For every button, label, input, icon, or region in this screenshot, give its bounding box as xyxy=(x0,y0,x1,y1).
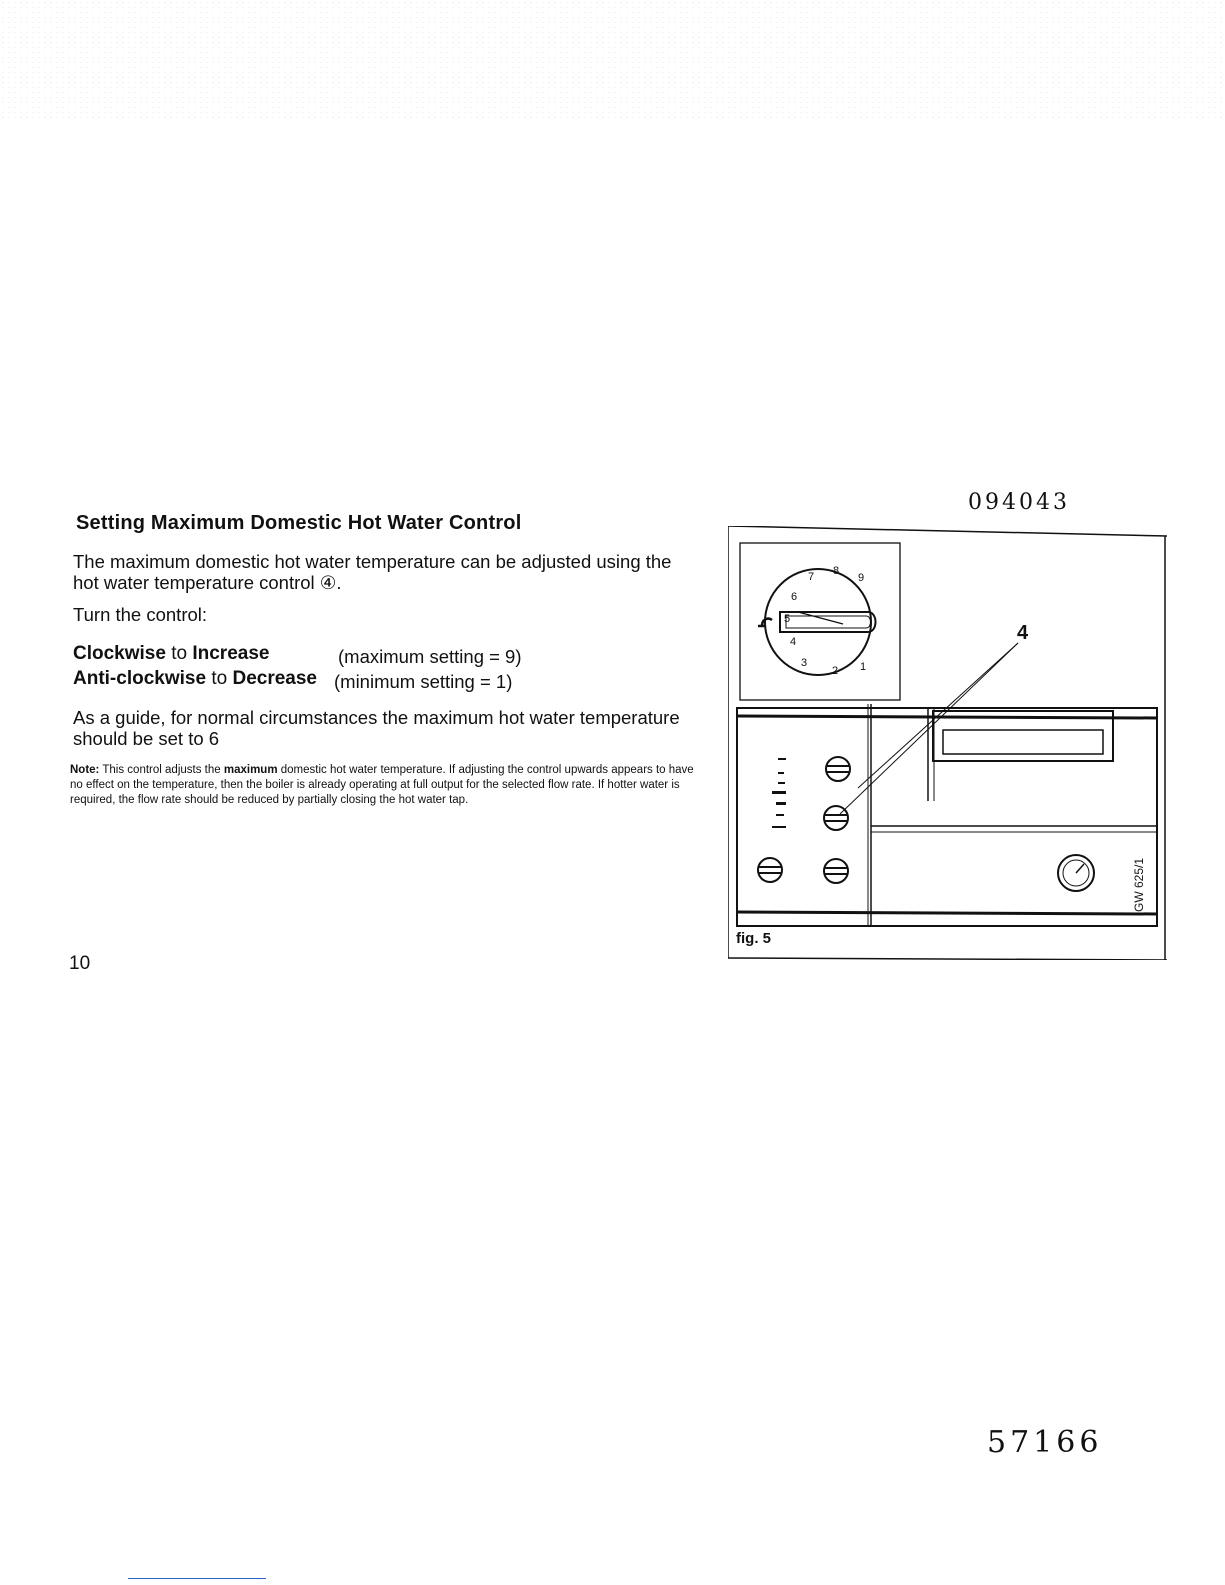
stamp-number: 57166 xyxy=(987,1425,1103,1460)
scan-noise xyxy=(0,0,1225,120)
dial-number-3: 3 xyxy=(801,657,808,669)
direction-row-decrease xyxy=(73,668,317,690)
figure-callout: 4 xyxy=(1017,622,1029,644)
note-text-before: This control adjusts the xyxy=(102,764,221,776)
direction-action: Increase xyxy=(192,643,270,664)
document-code: 094043 xyxy=(968,490,1070,515)
figure-reference: GW 625/1 xyxy=(1132,857,1146,912)
scan-line xyxy=(128,1578,266,1579)
min-setting-text: (minimum setting = 1) xyxy=(334,671,513,692)
note-paragraph xyxy=(70,763,695,808)
dial-number-7: 7 xyxy=(808,571,815,583)
instruction-text: Turn the control: xyxy=(73,604,208,625)
direction-label: Clockwise xyxy=(73,643,166,664)
note-emphasis: maximum xyxy=(223,764,278,776)
figure-label: fig. 5 xyxy=(736,930,772,947)
page-number: 10 xyxy=(69,953,91,974)
control-panel-figure xyxy=(728,526,1167,960)
max-setting-text: (maximum setting = 9) xyxy=(338,646,522,667)
section-title: Setting Maximum Domestic Hot Water Control xyxy=(76,512,522,534)
dial-number-4: 4 xyxy=(790,636,797,648)
dial-number-9: 9 xyxy=(858,572,865,584)
direction-action: Decrease xyxy=(232,668,317,689)
dial-number-2: 2 xyxy=(832,665,839,677)
dial-number-6: 6 xyxy=(791,591,798,603)
direction-label: Anti-clockwise xyxy=(73,668,207,689)
direction-row-increase xyxy=(73,643,269,665)
dial-number-8: 8 xyxy=(833,565,840,577)
intro-paragraph: The maximum domestic hot water temperature can be adjusted using the hot water temperature control ④. xyxy=(73,551,672,593)
direction-connector: to xyxy=(171,643,188,664)
dial-number-1: 1 xyxy=(860,661,867,673)
note-label: Note: xyxy=(70,764,100,776)
dial-number-5: 5 xyxy=(784,613,791,625)
note-text-after: domestic hot water temperature. If adjusting the control upwards appears to have no effect on the temperature, then the boiler is already operating at full output for the selected flow rate. If hotter water is required, the flow rate should be reduced by partially closing the hot water tap. xyxy=(70,764,694,806)
direction-connector: to xyxy=(211,668,228,689)
guide-paragraph: As a guide, for normal circumstances the maximum hot water temperature should be set to 6 xyxy=(73,707,680,749)
